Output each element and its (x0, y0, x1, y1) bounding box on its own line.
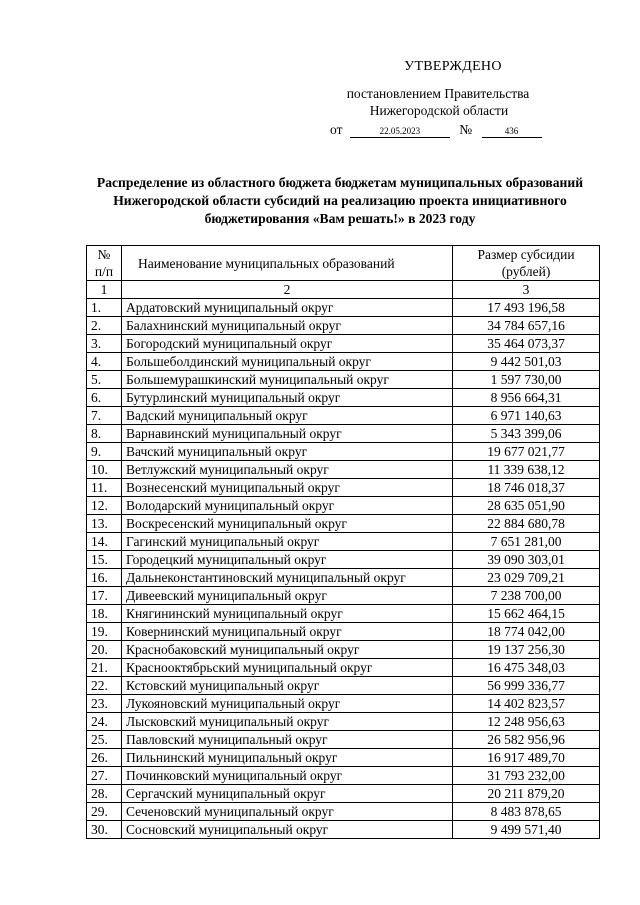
row-number: 18. (87, 605, 122, 623)
row-number: 12. (87, 497, 122, 515)
row-name: Дивеевский муниципальный округ (122, 587, 453, 605)
table-row (87, 425, 600, 443)
table-row (87, 443, 600, 461)
table-row (87, 461, 600, 479)
row-amount: 31 793 232,00 (453, 767, 600, 785)
subsidy-table (86, 245, 600, 839)
row-name: Княгининский муниципальный округ (122, 605, 453, 623)
table-header-row (87, 246, 600, 281)
row-amount: 17 493 196,58 (453, 299, 600, 317)
row-number: 6. (87, 389, 122, 407)
column-number-3: 3 (453, 281, 600, 299)
row-number: 28. (87, 785, 122, 803)
row-name: Пильнинский муниципальный округ (122, 749, 453, 767)
table-row (87, 353, 600, 371)
table-row (87, 605, 600, 623)
row-number: 17. (87, 587, 122, 605)
row-number: 16. (87, 569, 122, 587)
row-number: 27. (87, 767, 122, 785)
row-name: Ардатовский муниципальный округ (122, 299, 453, 317)
row-number: 2. (87, 317, 122, 335)
row-name: Сеченовский муниципальный округ (122, 803, 453, 821)
row-number: 15. (87, 551, 122, 569)
table-row (87, 335, 600, 353)
row-number: 7. (87, 407, 122, 425)
row-name: Починковский муниципальный округ (122, 767, 453, 785)
row-name: Гагинский муниципальный округ (122, 533, 453, 551)
row-name: Городецкий муниципальный округ (122, 551, 453, 569)
row-amount: 22 884 680,78 (453, 515, 600, 533)
document-title: Распределение из областного бюджета бюджетам муниципальных образований Нижегородской области субсидий на реализацию проекта инициативного бюджетирования «Вам решать!» в 2023 году (96, 175, 584, 226)
row-amount: 39 090 303,01 (453, 551, 600, 569)
table-row (87, 695, 600, 713)
row-amount: 18 774 042,00 (453, 623, 600, 641)
row-number: 19. (87, 623, 122, 641)
row-name: Павловский муниципальный округ (122, 731, 453, 749)
table-body (87, 299, 600, 839)
row-amount: 12 248 956,63 (453, 713, 600, 731)
row-amount: 14 402 823,57 (453, 695, 600, 713)
row-name: Краснобаковский муниципальный округ (122, 641, 453, 659)
row-amount: 5 343 399,06 (453, 425, 600, 443)
row-amount: 8 956 664,31 (453, 389, 600, 407)
row-name: Кстовский муниципальный округ (122, 677, 453, 695)
row-number: 4. (87, 353, 122, 371)
column-number-2: 2 (122, 281, 453, 299)
row-amount: 26 582 956,96 (453, 731, 600, 749)
table-row (87, 821, 600, 839)
row-amount: 7 651 281,00 (453, 533, 600, 551)
row-name: Вознесенский муниципальный округ (122, 479, 453, 497)
approval-block (318, 58, 558, 119)
approval-signature-line (330, 122, 542, 138)
table-row (87, 479, 600, 497)
row-number: 23. (87, 695, 122, 713)
table-row (87, 497, 600, 515)
row-number: 22. (87, 677, 122, 695)
row-name: Володарский муниципальный округ (122, 497, 453, 515)
row-name: Бутурлинский муниципальный округ (122, 389, 453, 407)
header-amount: Размер субсидии (рублей) (453, 246, 600, 281)
row-amount: 18 746 018,37 (453, 479, 600, 497)
row-number: 25. (87, 731, 122, 749)
row-amount: 1 597 730,00 (453, 371, 600, 389)
header-name: Наименование муниципальных образований (122, 246, 453, 281)
row-number: 24. (87, 713, 122, 731)
table-row (87, 317, 600, 335)
row-amount: 19 677 021,77 (453, 443, 600, 461)
approval-line-2: Нижегородской области (369, 103, 509, 118)
number-label: № (459, 122, 473, 137)
table-row (87, 623, 600, 641)
table-row (87, 677, 600, 695)
row-number: 21. (87, 659, 122, 677)
table-row (87, 767, 600, 785)
row-name: Варнавинский муниципальный округ (122, 425, 453, 443)
row-number: 29. (87, 803, 122, 821)
table-row (87, 785, 600, 803)
row-number: 8. (87, 425, 122, 443)
table-row (87, 749, 600, 767)
row-number: 13. (87, 515, 122, 533)
header-num: № п/п (87, 246, 122, 281)
row-amount: 35 464 073,37 (453, 335, 600, 353)
row-amount: 56 999 336,77 (453, 677, 600, 695)
row-name: Богородский муниципальный округ (122, 335, 453, 353)
row-amount: 11 339 638,12 (453, 461, 600, 479)
row-name: Дальнеконстантиновский муниципальный округ (122, 569, 453, 587)
row-number: 26. (87, 749, 122, 767)
row-amount: 20 211 879,20 (453, 785, 600, 803)
approval-date: 22.05.2023 (350, 125, 450, 138)
row-name: Большеболдинский муниципальный округ (122, 353, 453, 371)
row-number: 5. (87, 371, 122, 389)
row-amount: 23 029 709,21 (453, 569, 600, 587)
row-amount: 16 475 348,03 (453, 659, 600, 677)
table-row (87, 803, 600, 821)
row-number: 1. (87, 299, 122, 317)
row-amount: 6 971 140,63 (453, 407, 600, 425)
row-number: 10. (87, 461, 122, 479)
row-amount: 34 784 657,16 (453, 317, 600, 335)
table-row (87, 569, 600, 587)
table-row (87, 551, 600, 569)
row-amount: 9 442 501,03 (453, 353, 600, 371)
row-number: 3. (87, 335, 122, 353)
row-amount: 28 635 051,90 (453, 497, 600, 515)
row-number: 9. (87, 443, 122, 461)
row-name: Большемурашкинский муниципальный округ (122, 371, 453, 389)
row-name: Ковернинский муниципальный округ (122, 623, 453, 641)
column-number-1: 1 (87, 281, 122, 299)
table-row (87, 587, 600, 605)
approval-line-1: постановлением Правительства (346, 86, 530, 101)
row-amount: 16 917 489,70 (453, 749, 600, 767)
row-name: Вадский муниципальный округ (122, 407, 453, 425)
row-name: Сосновский муниципальный округ (122, 821, 453, 839)
row-amount: 19 137 256,30 (453, 641, 600, 659)
row-number: 30. (87, 821, 122, 839)
row-amount: 7 238 700,00 (453, 587, 600, 605)
row-name: Лукояновский муниципальный округ (122, 695, 453, 713)
table-row (87, 533, 600, 551)
table-row (87, 659, 600, 677)
approval-number: 436 (482, 125, 542, 138)
row-amount: 9 499 571,40 (453, 821, 600, 839)
table-row (87, 731, 600, 749)
row-amount: 15 662 464,15 (453, 605, 600, 623)
table-row (87, 713, 600, 731)
row-name: Сергачский муниципальный округ (122, 785, 453, 803)
row-name: Краснооктябрьский муниципальный округ (122, 659, 453, 677)
row-number: 14. (87, 533, 122, 551)
table-row (87, 515, 600, 533)
table-row (87, 299, 600, 317)
approval-heading: УТВЕРЖДЕНО (404, 59, 502, 74)
row-name: Лысковский муниципальный округ (122, 713, 453, 731)
row-amount: 8 483 878,65 (453, 803, 600, 821)
from-label: от (330, 122, 343, 137)
table-row (87, 389, 600, 407)
row-name: Балахнинский муниципальный округ (122, 317, 453, 335)
row-number: 20. (87, 641, 122, 659)
table-row (87, 371, 600, 389)
row-name: Ветлужский муниципальный округ (122, 461, 453, 479)
row-number: 11. (87, 479, 122, 497)
row-name: Воскресенский муниципальный округ (122, 515, 453, 533)
row-name: Вачский муниципальный округ (122, 443, 453, 461)
column-numbers-row (87, 281, 600, 299)
table-row (87, 407, 600, 425)
table-row (87, 641, 600, 659)
